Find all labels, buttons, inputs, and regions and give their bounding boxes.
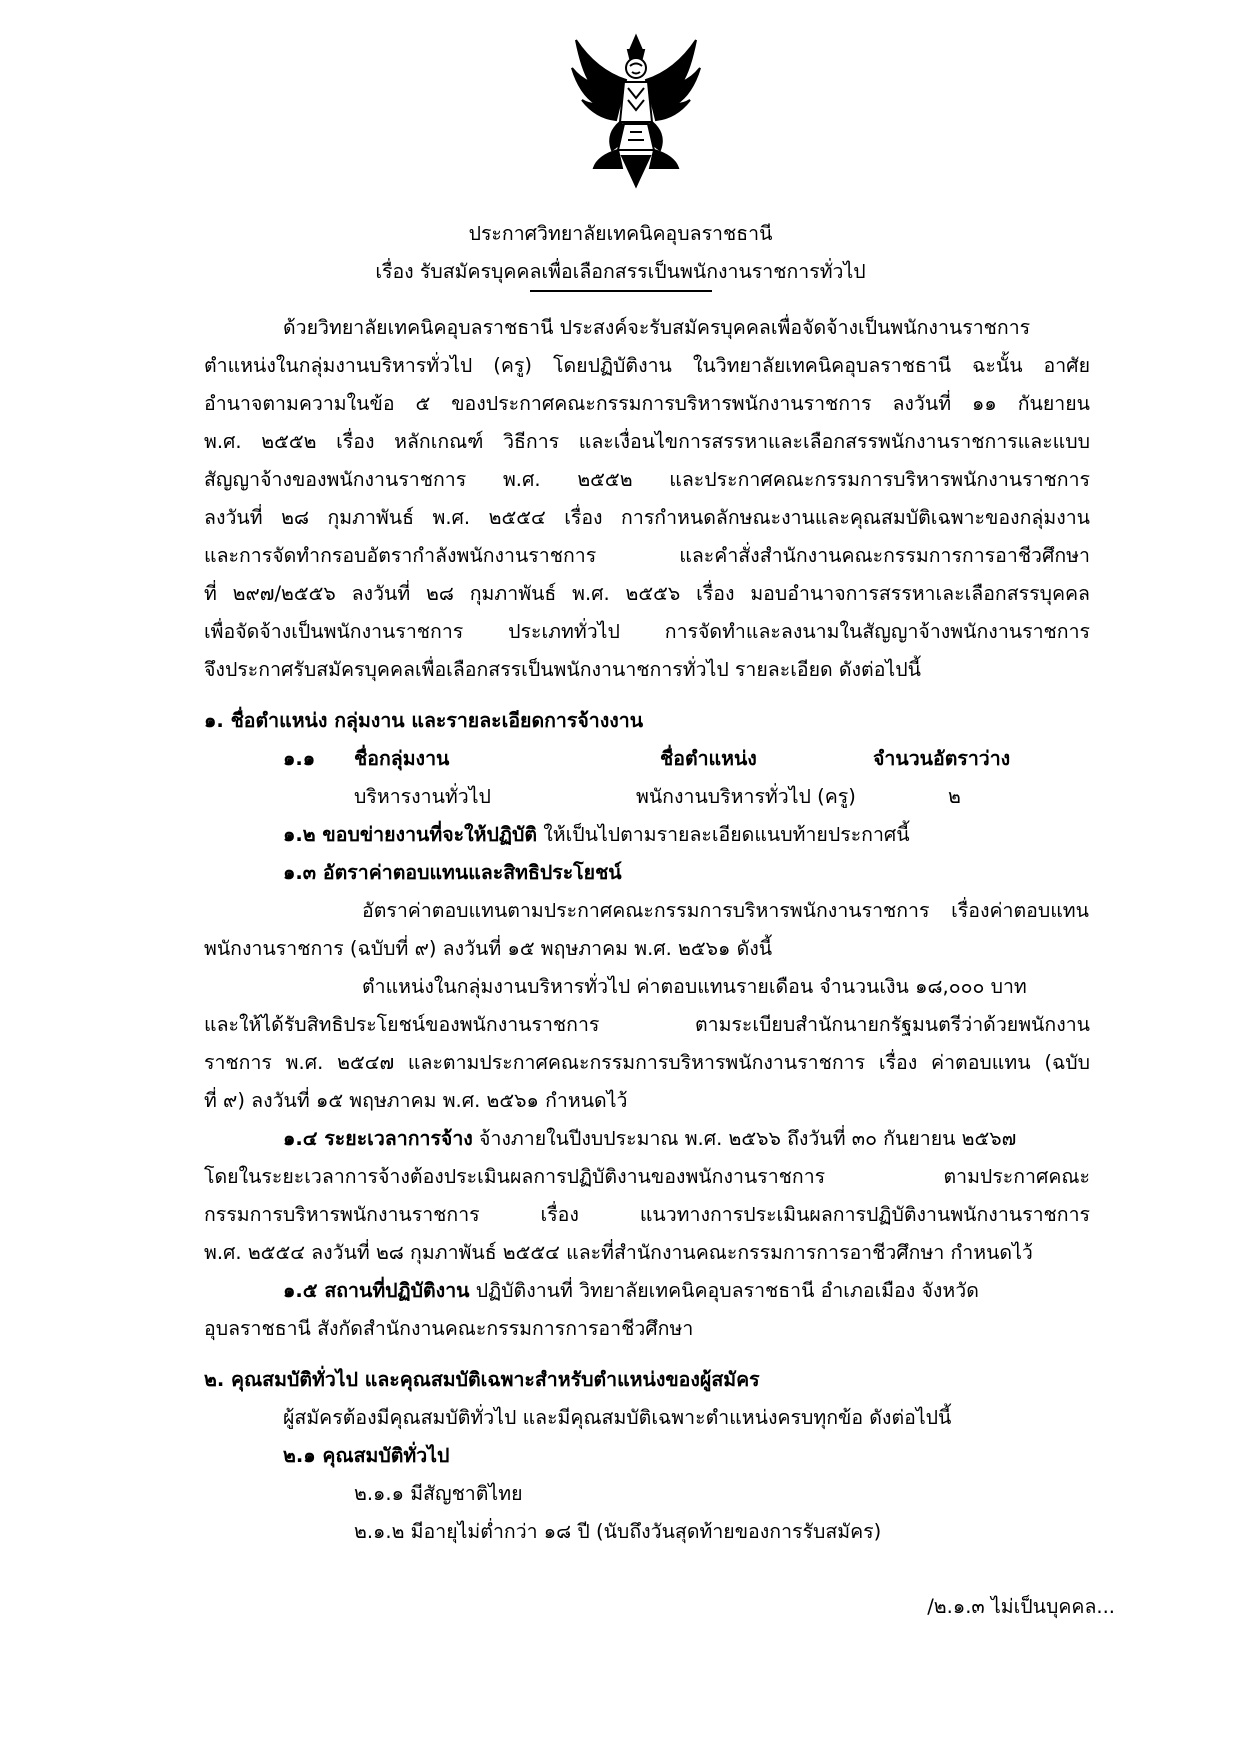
section-1-5-text: ปฏิบัติงานที่ วิทยาลัยเทคนิคอุบลราชธานี อำเภอเมือง จังหวัด: [469, 1279, 979, 1302]
intro-line: ตำแหน่งในกลุ่มงานบริหารทั่วไป (ครู) โดยปฏิบัติงาน ในวิทยาลัยเทคนิคอุบลราชธานี ฉะนั้น อาศัย: [204, 354, 1090, 377]
col-header-position: ชื่อตำแหน่ง: [660, 747, 757, 770]
section-1-3-line: และให้ได้รับสิทธิประโยชน์ของพนักงานราชการ ตามระเบียบสำนักนายกรัฐมนตรีว่าด้วยพนักงาน: [204, 1013, 1090, 1036]
announcement-subject: เรื่อง รับสมัครบุคคลเพื่อเลือกสรรเป็นพนักงานราชการทั่วไป: [375, 260, 866, 283]
section-1-4: [283, 1123, 1016, 1154]
section-1-3-line: ตำแหน่งในกลุ่มงานบริหารทั่วไป ค่าตอบแทนรายเดือน จำนวนเงิน ๑๘,๐๐๐ บาท: [362, 975, 1027, 998]
section-1-4-label: ๑.๔ ระยะเวลาการจ้าง: [283, 1127, 473, 1150]
section-1-3-line: ที่ ๙) ลงวันที่ ๑๕ พฤษภาคม พ.ศ. ๒๕๖๑ กำหนดไว้: [204, 1089, 628, 1112]
intro-line: จึงประกาศรับสมัครบุคคลเพื่อเลือกสรรเป็นพนักงานาชการทั่วไป รายละเอียด ดังต่อไปนี้: [204, 658, 921, 681]
title-divider: [530, 290, 712, 292]
section-1-4-line: พ.ศ. ๒๕๕๔ ลงวันที่ ๒๘ กุมภาพันธ์ ๒๕๕๔ และที่สำนักงานคณะกรรมการการอาชีวศึกษา กำหนดไว้: [204, 1241, 1033, 1264]
col-header-vacancies: จำนวนอัตราว่าง: [873, 747, 1011, 770]
section-1-3-line: อัตราค่าตอบแทนตามประกาศคณะกรรมการบริหารพนักงานราชการ เรื่องค่าตอบแทน: [362, 899, 1089, 922]
garuda-emblem-icon: [566, 28, 706, 193]
intro-line: ที่ ๒๙๗/๒๕๕๖ ลงวันที่ ๒๘ กุมภาพันธ์ พ.ศ. ๒๕๕๖ เรื่อง มอบอำนาจการสรรหาเละเลือกสรรบุคคล: [204, 582, 1090, 605]
list-item: ๒.๑.๑ มีสัญชาติไทย: [354, 1482, 523, 1505]
section-1-3-label: ๑.๓ อัตราค่าตอบแทนและสิทธิประโยชน์: [283, 861, 622, 884]
cell-position: พนักงานบริหารทั่วไป (ครู): [636, 785, 856, 808]
section-1-2-text: ให้เป็นไปตามรายละเอียดแนบท้ายประกาศนี้: [537, 823, 910, 846]
section-1-heading: ๑. ชื่อตำแหน่ง กลุ่มงาน และรายละเอียดการจ้างงาน: [204, 709, 644, 732]
section-1-1-number: ๑.๑: [283, 747, 316, 770]
intro-line: สัญญาจ้างของพนักงานราชการ พ.ศ. ๒๕๕๒ และประกาศคณะกรรมการบริหารพนักงานราชการ: [204, 468, 1090, 491]
section-1-4-text: จ้างภายในปีงบประมาณ พ.ศ. ๒๕๖๖ ถึงวันที่ ๓๐ กันยายน ๒๕๖๗: [472, 1127, 1017, 1150]
section-1-2: [283, 819, 910, 850]
section-1-5-line: อุบลราชธานี สังกัดสำนักงานคณะกรรมการการอาชีวศึกษา: [204, 1317, 694, 1340]
intro-line: และการจัดทำกรอบอัตรากำลังพนักงานราชการ และคำสั่งสำนักงานคณะกรรมการการอาชีวศึกษา: [204, 544, 1090, 567]
section-2-intro: ผู้สมัครต้องมีคุณสมบัติทั่วไป และมีคุณสมบัติเฉพาะตำแหน่งครบทุกข้อ ดังต่อไปนี้: [283, 1406, 952, 1429]
cell-vacancies: ๒: [948, 785, 961, 808]
announcement-title: ประกาศวิทยาลัยเทคนิคอุบลราชธานี: [468, 222, 773, 245]
intro-line: พ.ศ. ๒๕๕๒ เรื่อง หลักเกณฑ์ วิธีการ และเงื่อนไขการสรรหาและเลือกสรรพนักงานราชการและแบบ: [204, 430, 1090, 453]
col-header-group: ชื่อกลุ่มงาน: [354, 747, 450, 770]
intro-line: ลงวันที่ ๒๘ กุมภาพันธ์ พ.ศ. ๒๕๕๔ เรื่อง การกำหนดลักษณะงานและคุณสมบัติเฉพาะของกลุ่มงาน: [204, 506, 1090, 529]
page-continuation: /๒.๑.๓ ไม่เป็นบุคคล...: [927, 1595, 1115, 1618]
cell-group: บริหารงานทั่วไป: [354, 785, 491, 808]
section-1-5-label: ๑.๕ สถานที่ปฏิบัติงาน: [283, 1279, 470, 1302]
intro-line: เพื่อจัดจ้างเป็นพนักงานราชการ ประเภททั่วไป การจัดทำและลงนามในสัญญาจ้างพนักงานราชการ: [204, 620, 1090, 643]
section-1-3-line: พนักงานราชการ (ฉบับที่ ๙) ลงวันที่ ๑๕ พฤษภาคม พ.ศ. ๒๕๖๑ ดังนี้: [204, 937, 773, 960]
section-1-3-line: ราชการ พ.ศ. ๒๕๔๗ และตามประกาศคณะกรรมการบริหารพนักงานราชการ เรื่อง ค่าตอบแทน (ฉบับ: [204, 1051, 1090, 1074]
section-1-4-line: กรรมการบริหารพนักงานราชการ เรื่อง แนวทางการประเมินผลการปฏิบัติงานพนักงานราชการ: [204, 1203, 1090, 1226]
intro-line: อำนาจตามความในข้อ ๕ ของประกาศคณะกรรมการบริหารพนักงานราชการ ลงวันที่ ๑๑ กันยายน: [204, 392, 1090, 415]
section-1-4-line: โดยในระยะเวลาการจ้างต้องประเมินผลการปฏิบัติงานของพนักงานราชการ ตามประกาศคณะ: [204, 1165, 1090, 1188]
section-1-2-label: ๑.๒ ขอบข่ายงานที่จะให้ปฏิบัติ: [283, 823, 537, 846]
intro-line: ด้วยวิทยาลัยเทคนิคอุบลราชธานี ประสงค์จะรับสมัครบุคคลเพื่อจัดจ้างเป็นพนักงานราชการ: [283, 316, 1031, 339]
section-2-1-label: ๒.๑ คุณสมบัติทั่วไป: [283, 1444, 450, 1467]
list-item: ๒.๑.๒ มีอายุไม่ต่ำกว่า ๑๘ ปี (นับถึงวันสุดท้ายของการรับสมัคร): [354, 1520, 882, 1543]
section-2-heading: ๒. คุณสมบัติทั่วไป และคุณสมบัติเฉพาะสำหรับตำแหน่งของผู้สมัคร: [204, 1368, 760, 1391]
section-1-5: [283, 1275, 979, 1306]
